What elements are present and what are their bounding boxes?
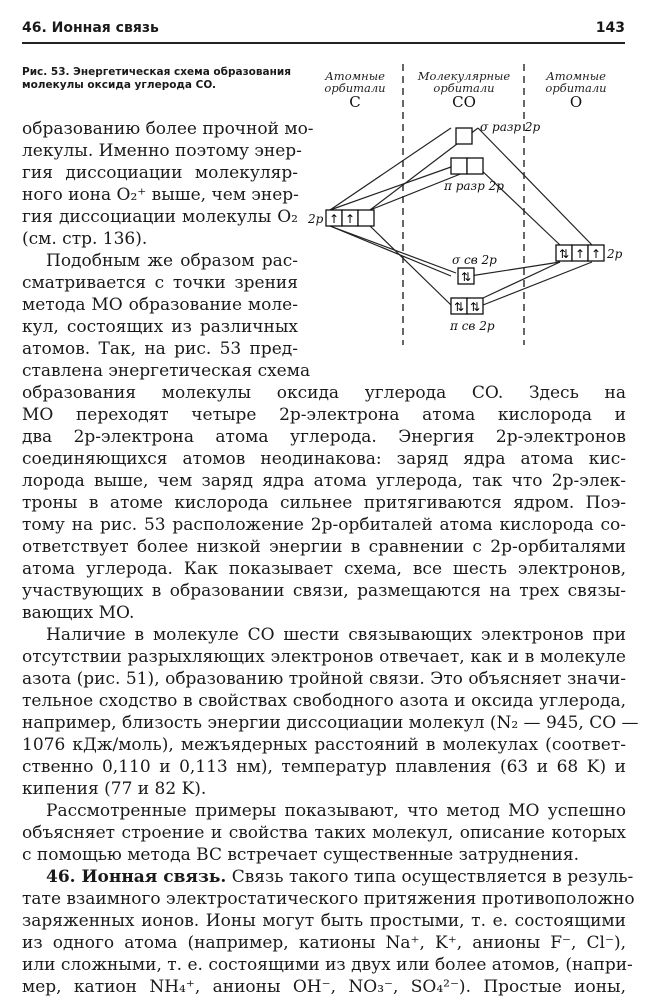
text-line: тельное сходство в свойствах свободного азота и оксида углерода,: [22, 691, 626, 711]
text-line: кул, состоящих из различных: [22, 317, 298, 337]
text-line: образования молекулы оксида углерода CO. Здесь на: [22, 383, 626, 403]
column-symbol-c: C: [349, 93, 361, 111]
text-line: мер, катион NH₄⁺, анионы OH⁻, NO₃⁻, SO₄²⁻). Простые ионы,: [22, 977, 626, 997]
pi-antibonding-label: π разр 2p: [444, 179, 504, 193]
pi-antibonding-box-2: [467, 158, 483, 174]
text-line: заряженных ионов. Ионы могут быть простыми, т. е. состоящими: [22, 911, 626, 931]
mo-energy-diagram: [300, 58, 640, 348]
text-line: MO переходят четыре 2p-электрона атома кислорода и: [22, 405, 626, 425]
text-line: лекулы. Именно поэтому энер-: [22, 141, 302, 161]
column-symbol-o: O: [569, 93, 583, 111]
sigma-antibonding-label: σ разр 2p: [480, 120, 541, 134]
svg-text:↑: ↑: [574, 247, 586, 261]
text-line: два 2p-электрона атома углерода. Энергия 2p-электронов: [22, 427, 626, 447]
text-line: сматривается с точки зрения: [22, 273, 298, 293]
text-line: троны в атоме кислорода сильнее притягиваются ядром. Поэ-: [22, 493, 626, 513]
pi-bonding-label: π св 2p: [450, 319, 495, 333]
text-line: отсутствии разрыхляющих электронов отвечает, как и в молекуле: [22, 647, 626, 667]
svg-text:⇅: ⇅: [558, 247, 570, 261]
text-line: ставлена энергетическая схема: [22, 361, 311, 381]
text-line: гия диссоциации молекуляр-: [22, 163, 298, 183]
text-line: вающих MO.: [22, 603, 135, 623]
text-line: Рассмотренные примеры показывают, что метод MO успешно: [46, 801, 626, 821]
text-line: Подобным же образом рас-: [46, 251, 298, 271]
svg-text:⇅: ⇅: [469, 300, 481, 314]
running-header: [22, 20, 625, 42]
caption-line: молекулы оксида углерода CO.: [22, 79, 217, 91]
text-line: гия диссоциации молекулы O₂: [22, 207, 298, 227]
column-label-o-line2: орбитали: [545, 81, 607, 95]
text-line: образованию более прочной мо-: [22, 119, 314, 139]
o-2p-orbitals: [556, 245, 604, 261]
sigma-bonding-box: [458, 268, 474, 284]
text-line: с помощью метода BC встречает существенные затруднения.: [22, 845, 579, 865]
text-run: Связь такого типа осуществляется в резуль-: [231, 867, 634, 887]
text-line: соединяющихся атомов неодинакова: заряд ядра атома кис-: [22, 449, 626, 469]
svg-text:↑: ↑: [344, 212, 356, 226]
text-line: ного иона O₂⁺ выше, чем энер-: [22, 185, 299, 205]
sigma-antibonding-box: [456, 128, 472, 144]
text-line: ответствует более низкой энергии в сравнении с 2p-орбиталями: [22, 537, 626, 557]
column-label-c-line1: Атомные: [325, 69, 385, 83]
text-line: из одного атома (например, катионы Na⁺, K⁺, анионы F⁻, Cl⁻),: [22, 933, 626, 953]
svg-text:↑: ↑: [590, 247, 602, 261]
column-label-o-line1: Атомные: [546, 69, 606, 83]
text-line: азота (рис. 51), образованию тройной связи. Это объясняет значи-: [22, 669, 626, 689]
column-label-co-line1: Молекулярные: [417, 69, 511, 83]
text-line: тате взаимного электростатического притяжения противоположно: [22, 889, 635, 909]
section-heading: 46. Ионная связь.: [46, 867, 227, 887]
text-line: тому на рис. 53 расположение 2p-орбиталей атома кислорода со-: [22, 515, 626, 535]
text-line-with-heading: [22, 866, 634, 888]
svg-text:⇅: ⇅: [453, 300, 465, 314]
page-number: 143: [595, 20, 625, 36]
text-line: лорода выше, чем заряд ядра атома углерода, так что 2p-элек-: [22, 471, 626, 491]
column-label-co-line2: орбитали: [433, 81, 495, 95]
text-line: ственно 0,110 и 0,113 нм), температур плавления (63 и 68 K) и: [22, 757, 626, 777]
column-symbol-co: CO: [452, 93, 476, 111]
figure-caption: [22, 66, 312, 92]
text-line: объясняет строение и свойства таких молекул, описание которых: [22, 823, 626, 843]
text-line: кипения (77 и 82 K).: [22, 779, 207, 799]
text-line: (см. стр. 136).: [22, 229, 148, 249]
pi-bonding-boxes: [451, 298, 483, 314]
c-2p-label: 2p: [308, 212, 324, 226]
text-line: 1076 кДж/моль), межъядерных расстояний в молекулах (соответ-: [22, 735, 626, 755]
o-2p-label: 2p: [607, 247, 623, 261]
pi-antibonding-box-1: [451, 158, 467, 174]
c-2p-orbitals: [326, 210, 374, 226]
text-line: метода MO образование моле-: [22, 295, 298, 315]
header-rule: [22, 42, 625, 44]
text-line: участвующих в образовании связи, размещаются на трех связы-: [22, 581, 626, 601]
text-line: атомов. Так, на рис. 53 пред-: [22, 339, 298, 359]
svg-text:⇅: ⇅: [460, 270, 472, 284]
text-line: или сложными, т. е. состоящими из двух или более атомов, (напри-: [22, 955, 633, 975]
text-line: Наличие в молекуле CO шести связывающих электронов при: [46, 625, 626, 645]
caption-line: Рис. 53. Энергетическая схема образования: [22, 66, 291, 78]
svg-text:↑: ↑: [328, 212, 340, 226]
text-line: например, близость энергии диссоциации молекул (N₂ — 945, CO —: [22, 713, 639, 733]
column-label-c-line2: орбитали: [324, 81, 386, 95]
text-line: атома углерода. Как показывает схема, все шесть электронов,: [22, 559, 626, 579]
section-title: 46. Ионная связь: [22, 20, 159, 36]
sigma-bonding-label: σ св 2p: [452, 253, 497, 267]
